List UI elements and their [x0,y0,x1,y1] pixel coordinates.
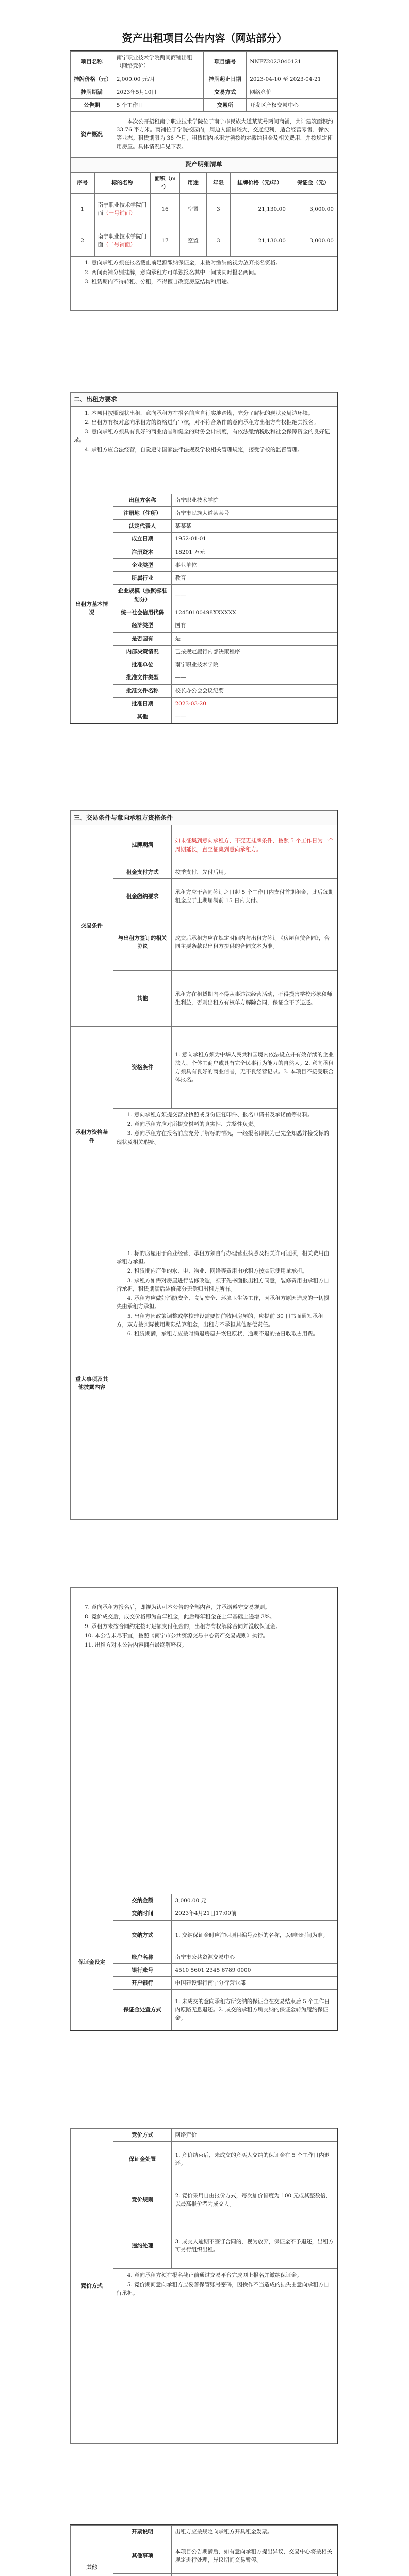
asset-list-heading: 资产明细清单 [71,158,337,172]
field-label: 批准文件类型 [113,671,172,684]
field-label: 与出租方签订的相关协议 [113,914,172,970]
paragraph: 11. 出租方对本公告内容拥有最终解释权。 [85,1642,187,1649]
bidding-label: 竞价方式 [71,2129,113,2444]
field-label: 批准文件名称 [113,684,172,697]
cell: 17 [151,225,180,257]
col-header: 年限 [206,172,231,194]
field-label: 开票说明 [113,2526,172,2538]
table-row [71,194,337,225]
field-value: 网络竞价 [172,2129,337,2142]
label: 挂牌价格（元） [71,73,113,86]
label: 交易所 [204,99,247,112]
field-label: 资格条件 [113,1026,172,1108]
field-value: 南宁职业技术学院 [172,494,337,506]
field-value: 1. 交纳保证金时应注明项目编号及标的名称，以到账时间为准。 [172,1920,337,1951]
value: 网络竞价 [247,86,337,98]
overview-label: 资产概况 [71,112,113,158]
paragraph: 1. 意向承租方须提交营业执照或身份证复印件、报名申请书及承诺函等材料。 [127,1111,313,1118]
field-label [113,2574,172,2576]
cell-note: （一号铺面） [103,210,136,217]
cell-note: （二号铺面） [103,242,136,248]
paragraph: 8. 竞价成交后，成交价格即为首年租金，此后每年租金在上年基础上递增 3%。 [85,1614,275,1620]
field-label: 违约处理 [113,2223,172,2269]
field-label: 银行账号 [113,1963,172,1976]
field-label: 交纳时间 [113,1907,172,1920]
qual-label: 承租方资格条件 [71,1026,113,1247]
label: 项目编号 [204,52,247,73]
field-value: 某某某 [172,520,337,533]
paragraph: 4. 承租方应做好消防安全、食品安全、环境卫生等工作，因承租方原因造成的一切损失由承租方承担。 [116,1295,330,1310]
col-header: 用途 [179,172,206,194]
field-label: 竞价规则 [113,2177,172,2223]
field-value [172,2574,337,2576]
field-label: 所属行业 [113,572,172,585]
trade-block [70,810,338,1520]
value: 开发区产权交易中心 [247,99,337,112]
field-value: 3,000.00 元 [172,1894,337,1907]
cell: 21,130.00 [231,225,289,257]
field-value: 南宁市公共资源交易中心 [172,1951,337,1963]
field-value: 南宁职业技术学院 [172,658,337,671]
field-label: 租金支付方式 [113,866,172,878]
field-label: 成立日期 [113,533,172,546]
col-header: 挂牌价格（元/年） [231,172,289,194]
section-heading: 二、出租方要求 [71,393,337,407]
field-label: 竞价方式 [113,2129,172,2142]
field-value: 1952-01-01 [172,533,337,546]
field-label: 挂牌期满 [113,825,172,866]
label: 公告期 [71,99,113,112]
field-label: 保证金处置 [113,2142,172,2177]
field-value: 中国建设银行南宁分行营业部 [172,1977,337,1990]
basic-info-block [70,50,338,311]
field-value: 1. 竞价结束后，未成交的竞买人交纳的保证金在 5 个工作日内退还。 [172,2142,337,2177]
field-value: 2. 竞价采用自由报价方式，每次加价幅度为 100 元或其整数倍，以最高报价者为成交人。 [172,2177,337,2223]
cell: 3,000.00 [289,225,337,257]
value: 2,000.00 元/月 [113,73,204,86]
value: 南宁职业技术学院两间商铺出租（网络竞价） [113,52,204,73]
other-label: 其他 [71,2526,113,2576]
field-label: 批准日期 [113,697,172,710]
field-value: 1. 意向承租方须为中华人民共和国境内依法设立并有效存续的企业法人、个体工商户或具有完全民事行为能力的自然人。2. 意向承租方须具有良好的商业信誉，无不良经营记录。3. 本项目不接受联合体报名。 [172,1026,337,1108]
other-block [70,2524,338,2576]
field-label: 账户名称 [113,1951,172,1963]
cell-name: 南宁职业技术学院门面 [97,233,147,248]
field-value: 3. 成交人逾期不签订合同的，视为放弃，保证金不予退还，出租方可另行组织出租。 [172,2223,337,2269]
field-label: 经济类型 [113,619,172,632]
trade-label: 交易条件 [71,825,113,1026]
lessor-block [70,392,338,724]
value: 2023-04-10 至 2023-04-21 [247,73,337,86]
paragraph: 3. 意向承租方须具有良好的商业信誉和健全的财务会计制度，有依法缴纳税收和社会保障资金的良好记录。 [74,429,330,444]
field-value: 承租方在租赁期内不得从事违法经营活动，不得损害学校形象和师生利益，否则出租方有权单方解除合同，保证金不予退还。 [172,970,337,1026]
field-value: 2023-03-20 [172,697,337,710]
label: 挂牌起止日期 [204,73,247,86]
cell [94,194,151,225]
field-value: —— [172,710,337,723]
paragraph: 2. 租赁期内产生的水、电、物业、网络等费用由承租方按实际使用量承担。 [127,1268,308,1275]
field-label: 注册资本 [113,546,172,558]
field-label: 保证金处置方式 [113,1990,172,2030]
col-header: 保证金（元） [289,172,337,194]
field-value: 教育 [172,572,337,585]
field-label: 法定代表人 [113,520,172,533]
field-label: 交纳金额 [113,1894,172,1907]
note-paragraph: 3. 租赁期内不得转租、分租，不得擅自改变房屋结构和用途。 [85,278,233,285]
field-label: 其他 [113,710,172,723]
field-value: 4510 5601 2345 6789 0000 [172,1963,337,1976]
field-label: 统一社会信用代码 [113,606,172,619]
field-label: 企业规模（按照标准划分） [113,585,172,606]
value: NNFZ2023040121 [247,52,337,73]
paragraph: 2. 意向承租方应对所提交材料的真实性、完整性负责。 [127,1121,259,1128]
cell: 3 [206,194,231,225]
field-value: 18201 万元 [172,546,337,558]
field-value: 事业单位 [172,558,337,571]
notice-label: 重大事项及其他披露内容 [71,1247,113,1519]
cell: 2 [71,225,95,257]
paragraph: 7. 意向承租方报名后，即视为认可本公告的全部内容，并承诺遵守交易规则。 [85,1604,270,1611]
field-value: 按季支付，先付后用。 [172,866,337,878]
paragraph: 10. 本公告未尽事宜，按照《南宁市公共资源交易中心资产交易规则》执行。 [85,1632,269,1639]
label: 交易方式 [204,86,247,98]
field-label: 开户银行 [113,1977,172,1990]
col-header: 面积（m²） [151,172,180,194]
paragraph: 1. 标的房屋用于商业经营，承租方须自行办理营业执照及相关许可证照，相关费用由承租方承担。 [116,1250,330,1265]
col-header: 标的名称 [94,172,151,194]
paragraph: 1. 本项目按照现状出租，意向承租方在报名前应自行实地踏勘，充分了解标的现状及周边环境。 [85,410,314,416]
field-label: 注册地（住所） [113,506,172,519]
field-label: 是否国有 [113,632,172,645]
label: 项目名称 [71,52,113,73]
field-value: 1. 未成交的意向承租方所交纳的保证金在交易结束后 5 个工作日内原路无息退还。2. 成交的承租方所交纳的保证金转为履约保证金。 [172,1990,337,2030]
paragraph: 3. 承租方如需对房屋进行装修改造，须事先书面报出租方同意，装修费用由承租方自行承担，租赁期满后装修部分无偿归出租方所有。 [116,1277,330,1292]
field-value: 校长办公会会议纪要 [172,684,337,697]
paragraph: 5. 出租方因政策调整或学校建设需要提前收回房屋的，应提前 30 日书面通知承租方，双方按实际使用期限结算租金，出租方不承担其他赔偿责任。 [116,1313,323,1328]
field-value: 成交后承租方应在规定时间内与出租方签订《房屋租赁合同》，合同主要条款以出租方提供的合同文本为准。 [172,914,337,970]
paragraph: 5. 竞价期间意向承租方应妥善保管账号密码，因操作不当造成的损失由意向承租方自行承担。 [116,2281,330,2296]
value: 5 个工作日 [113,99,204,112]
deposit-block [70,1587,338,2031]
note-paragraph: 1. 意向承租方须在报名截止前足额缴纳保证金，未按时缴纳的视为放弃报名资格。 [85,260,281,266]
cell: 3 [206,225,231,257]
field-value: 是 [172,632,337,645]
paragraph: 6. 租赁期满，承租方应按时腾退房屋并恢复原状，逾期不退的按日收取占用费。 [127,1331,319,1337]
field-value: 本项目公告期满后，如有意向承租方提出异议，交易中心将按相关规定进行处理，异议期间交易暂停。 [172,2538,337,2574]
field-label: 内部决策情况 [113,645,172,658]
overview-text: 本次公开招租南宁职业技术学院位于南宁市民族大道某某号两间商铺，共计建筑面积约 33.76 平方米。商铺位于学院校园内，周边人流量较大，交通便利，适合经营零售、餐饮等业态。租赁期限为 36 个月，租赁期内承租方须按约定缴纳租金及相关费用，并按规定使用房屋。具体情况详见下表。 [116,118,333,150]
field-label: 出租方名称 [113,494,172,506]
field-label: 交纳方式 [113,1920,172,1951]
field-value: 如未征集到意向承租方，不变更挂牌条件，按照 5 个工作日为一个周期延长，直至征集到意向承租方。 [172,825,337,866]
field-value: —— [172,671,337,684]
paragraph: 2. 出租方有权对意向承租方的资格进行审核，对不符合条件的意向承租方出租方有权拒绝其报名。 [85,419,319,426]
cell: 21,130.00 [231,194,289,225]
cell [94,225,151,257]
field-value: —— [172,585,337,606]
lessor-label: 出租方基本情况 [71,494,113,723]
cell: 空置 [179,225,206,257]
note-paragraph: 2. 两间商铺分别挂牌，意向承租方可单独报名其中一间或同时报名两间。 [85,269,259,276]
field-value: 出租方应按规定向承租方开具租金发票。 [172,2526,337,2538]
bidding-block [70,2128,338,2444]
paragraph: 4. 意向承租方须在报名截止前通过交易平台完成网上报名并缴纳保证金。 [127,2272,302,2279]
page-title: 资产出租项目公告内容（网站部分） [122,33,287,44]
section-heading: 三、交易条件与意向承租方资格条件 [71,811,337,825]
cell-name: 南宁职业技术学院门面 [97,202,147,217]
col-header: 序号 [71,172,95,194]
field-label: 租金缴纳要求 [113,878,172,914]
field-value: 已按规定履行内部决策程序 [172,645,337,658]
field-label: 批准单位 [113,658,172,671]
label: 挂牌期满 [71,86,113,98]
field-value: 12450100498XXXXXX [172,606,337,619]
paragraph: 3. 意向承租方在报名前应充分了解标的情况，一经报名即视为已完全知悉并接受标的现状及相关瑕疵。 [116,1130,330,1145]
field-label: 企业类型 [113,558,172,571]
value: 2023年5月10日 [113,86,204,98]
field-value: 国有 [172,619,337,632]
field-label: 其他 [113,970,172,1026]
paragraph: 4. 承租方应合法经营，自觉遵守国家法律法规及学校相关管理规定，接受学校的监督管理。 [85,446,303,453]
field-value: 南宁市民族大道某某号 [172,506,337,519]
cell: 3,000.00 [289,194,337,225]
table-row [71,225,337,257]
cell: 空置 [179,194,206,225]
field-value: 承租方应于合同签订之日起 5 个工作日内支付首期租金，此后每期租金应于上期届满前 15 日内支付。 [172,878,337,914]
cell: 16 [151,194,180,225]
field-label: 其他事项 [113,2538,172,2574]
paragraph: 9. 承租方未按合同约定按时足额支付租金的，出租方有权解除合同并没收保证金。 [85,1623,281,1630]
field-value: 2023年4月21日17:00前 [172,1907,337,1920]
deposit-label: 保证金设定 [71,1894,113,2030]
cell: 1 [71,194,95,225]
